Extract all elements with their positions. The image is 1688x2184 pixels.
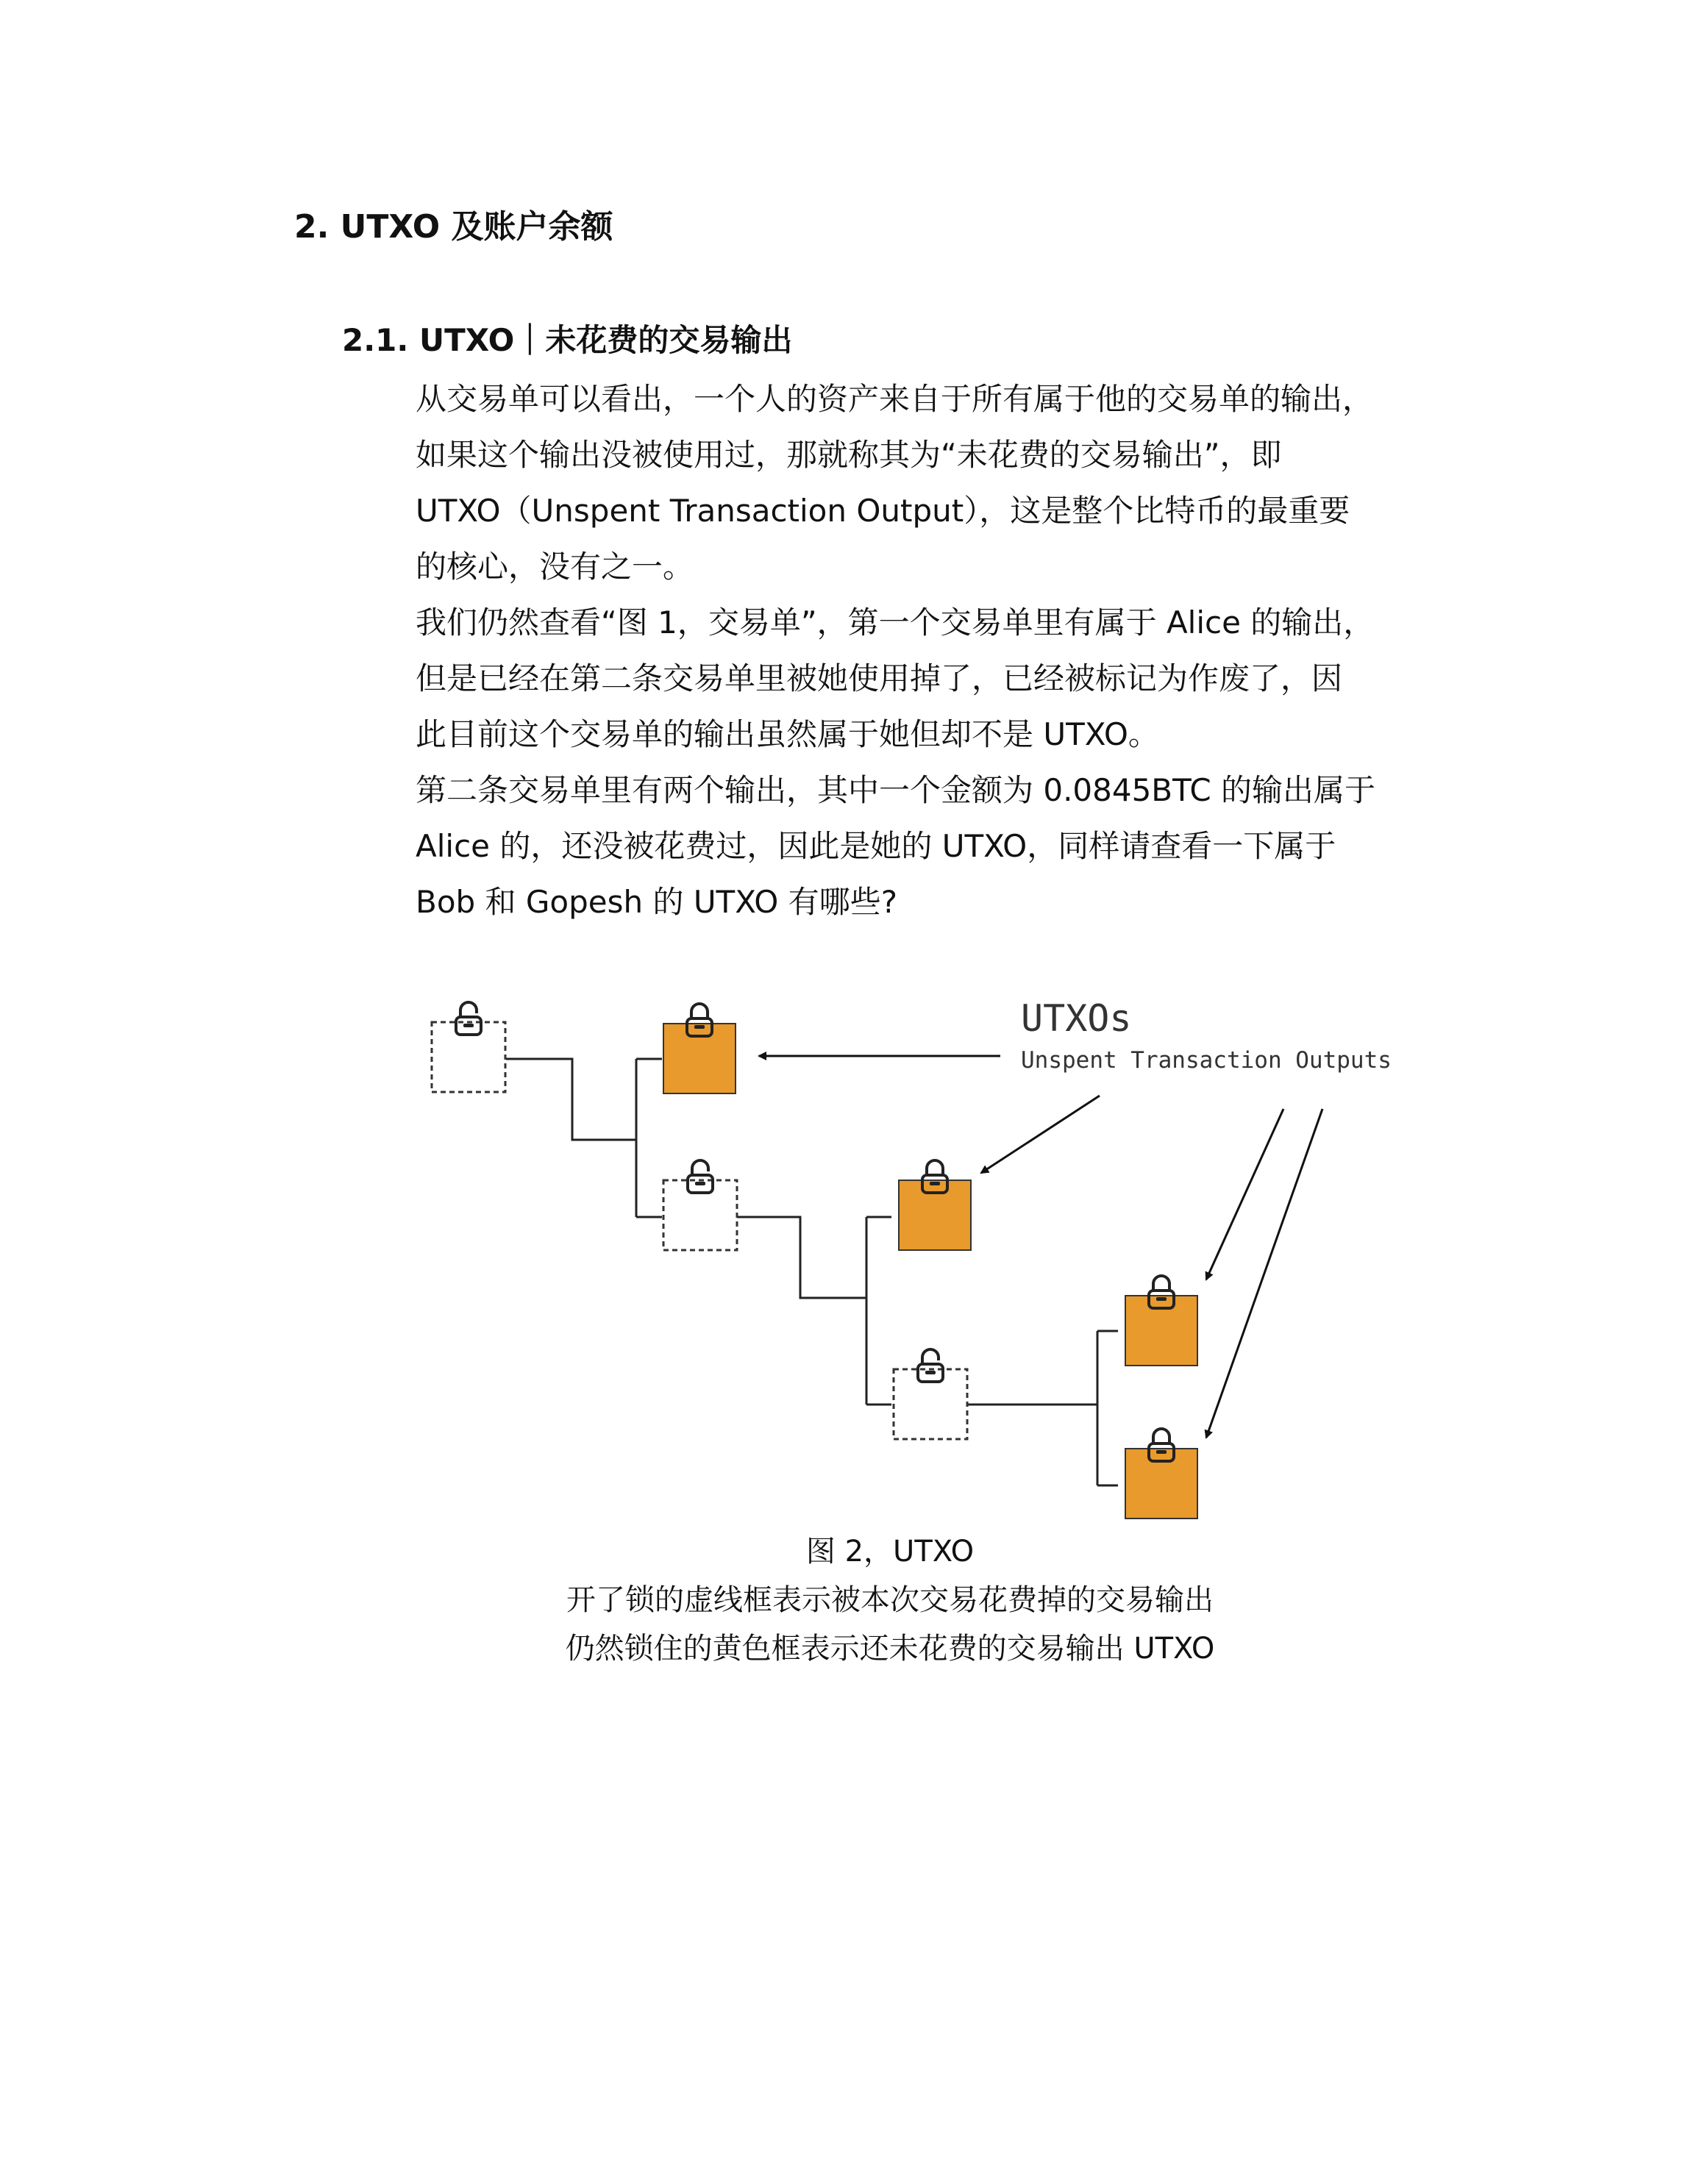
subsection-heading: 2.1. UTXO｜未花费的交易输出 [342, 322, 793, 358]
connector-lines [506, 1059, 1118, 1485]
spent-output-box [663, 1160, 737, 1250]
unlocked-padlock-icon [918, 1349, 943, 1382]
utxo-box [1125, 1276, 1197, 1366]
spent-output-box [894, 1349, 967, 1439]
utxo-box [1125, 1429, 1197, 1519]
unlocked-padlock-icon [688, 1160, 713, 1193]
utxo-box [899, 1160, 971, 1250]
paragraph-line: 如果这个输出没被使用过，那就称其为“未花费的交易输出”，即 [416, 437, 1282, 473]
pointer-arrows [759, 1056, 1322, 1438]
figure-caption-line: 仍然锁住的黄色框表示还未花费的交易输出 UTXO [565, 1632, 1215, 1666]
body-text [416, 371, 1475, 930]
figure-caption-title: 图 2，UTXO [805, 1535, 975, 1569]
paragraph-line: UTXO（Unspent Transaction Output），这是整个比特币的最重要 [416, 493, 1350, 529]
section-heading: 2. UTXO 及账户余额 [294, 208, 613, 246]
utxo-label-title: UTXOs [1021, 997, 1132, 1040]
utxo-box [663, 1004, 736, 1093]
figure-caption-line: 开了锁的虚线框表示被本次交易花费掉的交易输出 [566, 1583, 1214, 1617]
utxo-label-subtitle: Unspent Transaction Outputs [1021, 1047, 1392, 1074]
paragraph-line: 的核心，没有之一。 [416, 549, 694, 585]
paragraph-line: 我们仍然查看“图 1，交易单”，第一个交易单里有属于 Alice 的输出， [416, 604, 1375, 640]
paragraph-line: 此目前这个交易单的输出虽然属于她但却不是 UTXO。 [416, 716, 1159, 752]
paragraph-line: Alice 的，还没被花费过，因此是她的 UTXO，同样请查看一下属于 [416, 828, 1336, 864]
paragraph-line: Bob 和 Gopesh 的 UTXO 有哪些? [416, 884, 897, 920]
paragraph-line: 但是已经在第二条交易单里被她使用掉了，已经被标记为作废了，因 [416, 660, 1343, 696]
spent-output-box [432, 1002, 505, 1092]
paragraph-line: 从交易单可以看出，一个人的资产来自于所有属于他的交易单的输出， [416, 381, 1374, 417]
utxo-diagram [412, 985, 1412, 1537]
paragraph-line: 第二条交易单里有两个输出，其中一个金额为 0.0845BTC 的输出属于 [416, 772, 1375, 808]
unlocked-padlock-icon [456, 1002, 481, 1035]
